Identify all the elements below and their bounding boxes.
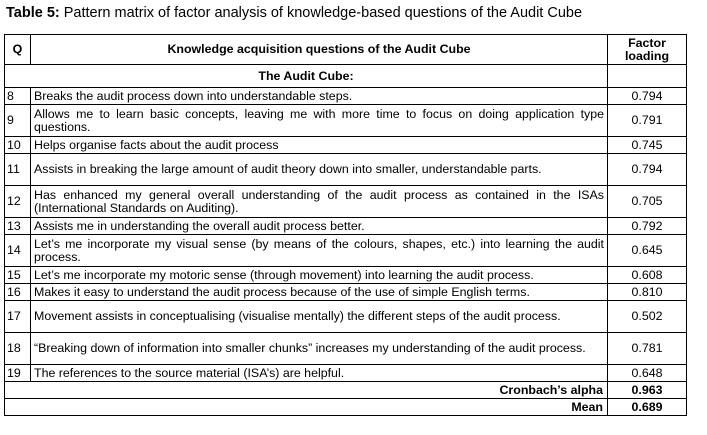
factor-loading-value: 0.794 — [608, 154, 687, 186]
question-number: 16 — [5, 284, 31, 301]
factor-loading-value: 0.705 — [608, 186, 687, 218]
factor-loading-value: 0.645 — [608, 235, 687, 267]
question-text: Has enhanced my general overall understanding of the audit process as contained in the ISAs (International Standards on Auditing). — [31, 186, 608, 218]
factor-loading-value: 0.608 — [608, 267, 687, 284]
table-row — [5, 284, 687, 301]
question-number: 18 — [5, 333, 31, 365]
factor-loading-value: 0.791 — [608, 105, 687, 137]
question-number: 14 — [5, 235, 31, 267]
question-number: 12 — [5, 186, 31, 218]
question-text: Breaks the audit process down into understandable steps. — [31, 88, 608, 105]
table-caption — [6, 4, 582, 22]
question-text: Let’s me incorporate my visual sense (by means of the colours, shapes, etc.) into learning the audit process. — [31, 235, 608, 267]
mean-label: Mean — [5, 399, 608, 416]
question-number: 15 — [5, 267, 31, 284]
table-row — [5, 88, 687, 105]
table-row — [5, 105, 687, 137]
table-row — [5, 235, 687, 267]
factor-loading-value: 0.745 — [608, 137, 687, 154]
table-row — [5, 301, 687, 333]
table-row — [5, 333, 687, 365]
table-row — [5, 218, 687, 235]
question-text: The references to the source material (ISA’s) are helpful. — [31, 365, 608, 382]
table-row — [5, 137, 687, 154]
question-text: Let’s me incorporate my motoric sense (through movement) into learning the audit process. — [31, 267, 608, 284]
factor-loading-value: 0.792 — [608, 218, 687, 235]
question-number: 9 — [5, 105, 31, 137]
table-row — [5, 365, 687, 382]
subheader-empty-cell — [608, 65, 687, 88]
header-row — [5, 35, 687, 65]
table-row — [5, 267, 687, 284]
header-q: Q — [5, 35, 31, 65]
cronbach-alpha-label: Cronbach’s alpha — [5, 382, 608, 399]
footer-row-mean — [5, 399, 687, 416]
header-question: Knowledge acquisition questions of the Audit Cube — [31, 35, 608, 65]
factor-loading-value: 0.794 — [608, 88, 687, 105]
caption-text: Pattern matrix of factor analysis of knowledge-based questions of the Audit Cube — [59, 5, 583, 21]
question-text: “Breaking down of information into smaller chunks” increases my understanding of the audit process. — [31, 333, 608, 365]
subheader-row — [5, 65, 687, 88]
question-text: Assists in breaking the large amount of audit theory down into smaller, understandable parts. — [31, 154, 608, 186]
mean-value: 0.689 — [608, 399, 687, 416]
header-factor-loading: Factor loading — [608, 35, 687, 65]
factor-loading-value: 0.502 — [608, 301, 687, 333]
question-text: Movement assists in conceptualising (visualise mentally) the different steps of the audit process. — [31, 301, 608, 333]
question-text: Allows me to learn basic concepts, leaving me with more time to focus on doing application type questions. — [31, 105, 608, 137]
cronbach-alpha-value: 0.963 — [608, 382, 687, 399]
question-number: 19 — [5, 365, 31, 382]
factor-loading-value: 0.648 — [608, 365, 687, 382]
question-number: 17 — [5, 301, 31, 333]
question-text: Assists me in understanding the overall audit process better. — [31, 218, 608, 235]
question-number: 11 — [5, 154, 31, 186]
question-text: Makes it easy to understand the audit process because of the use of simple English terms. — [31, 284, 608, 301]
factor-loading-table — [4, 34, 687, 416]
table-row — [5, 186, 687, 218]
factor-loading-value: 0.810 — [608, 284, 687, 301]
table-row — [5, 154, 687, 186]
footer-row-cronbach — [5, 382, 687, 399]
caption-label: Table 5: — [6, 5, 60, 21]
question-number: 10 — [5, 137, 31, 154]
subheader-audit-cube: The Audit Cube: — [5, 65, 608, 88]
question-text: Helps organise facts about the audit process — [31, 137, 608, 154]
factor-loading-value: 0.781 — [608, 333, 687, 365]
question-number: 8 — [5, 88, 31, 105]
question-number: 13 — [5, 218, 31, 235]
